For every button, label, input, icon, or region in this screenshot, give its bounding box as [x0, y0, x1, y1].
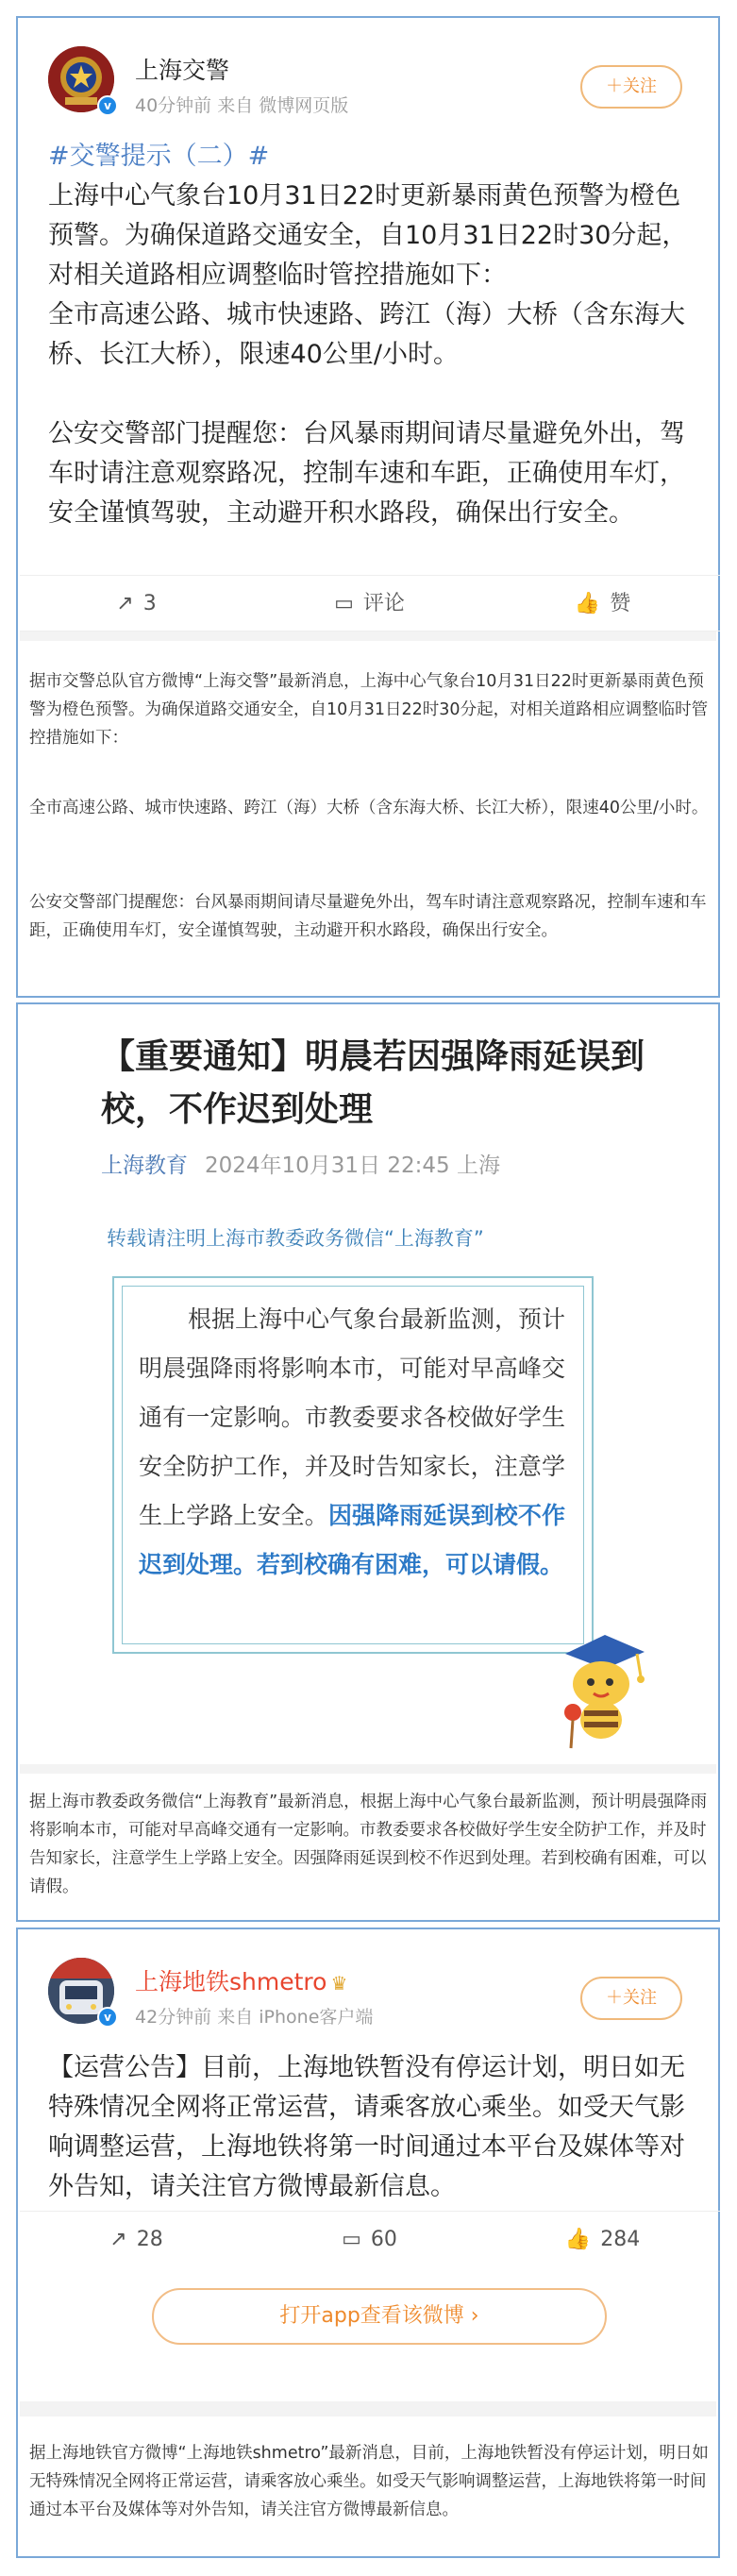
- crown-badge-icon: ♛: [330, 1972, 348, 1995]
- post-body-paragraph-2: 全市高速公路、城市快速路、跨江（海）大桥（含东海大桥、长江大桥），限速40公里/小时。: [48, 300, 685, 369]
- repost-note: 转载请注明上海市教委政务微信“上海教育”: [107, 1227, 484, 1250]
- action-bar: [20, 2211, 720, 2267]
- follow-button[interactable]: [580, 1977, 682, 2020]
- chevron-right-icon: ›: [463, 2304, 479, 2328]
- comment-button[interactable]: [253, 2212, 486, 2268]
- summary-paragraph: 据上海地铁官方微博“上海地铁shmetro”最新消息，目前，上海地铁暂没有停运计划，明日如无特殊情况全网将正常运营，请乘客放心乘坐。如受天气影响调整运营，上海地铁将第一时间通过本平台及媒体等对外告知，请关注官方微博最新信息。: [29, 2444, 709, 2519]
- notice-text: [139, 1295, 565, 1590]
- comment-label: 评论: [362, 592, 405, 615]
- post-body-paragraph-1: 上海中心气象台10月31日22时更新暴雨黄色预警为橙色预警。为确保道路交通安全，自10月31日22时30分起，对相关道路相应调整临时管控措施如下：: [48, 181, 688, 290]
- summary-paragraph: 据上海市教委政务微信“上海教育”最新消息，根据上海中心气象台最新监测，预计明晨强降雨将影响本市，可能对早高峰交通有一定影响。市教委要求各校做好学生安全防护工作，并及时告知家长，注意学生上学路上安全。因强降雨延误到校不作迟到处理。若到校确有困难，可以请假。: [29, 1793, 708, 1896]
- hashtag-link[interactable]: #交警提示（二）#: [48, 142, 270, 171]
- thumbs-up-icon: 👍: [574, 592, 601, 615]
- repost-button[interactable]: [20, 576, 253, 632]
- follow-button[interactable]: [580, 65, 682, 109]
- mascot-icon: [546, 1627, 650, 1750]
- article-source: [101, 1148, 500, 1179]
- like-button[interactable]: [486, 576, 719, 632]
- plus-icon: ＋: [606, 1988, 623, 2008]
- post-card-metro: [16, 1928, 720, 2558]
- weibo-post: [20, 1931, 716, 2403]
- comment-button[interactable]: [253, 576, 486, 632]
- post-body-paragraph-3: 公安交警部门提醒您：台风暴雨期间请尽量避免外出，驾车时请注意观察路况，控制车速和车距，正确使用车灯，安全谨慎驾驶，主动避开积水路段，确保出行安全。: [48, 419, 685, 528]
- comment-count: 60: [370, 2228, 397, 2251]
- follow-label: 关注: [623, 76, 657, 96]
- notice-box: [112, 1276, 594, 1654]
- username-text: 上海地铁shmetro: [135, 1968, 327, 1995]
- verified-badge-icon: v: [97, 2007, 118, 2028]
- post-meta: 40分钟前 来自 微博网页版: [135, 95, 349, 116]
- summary-paragraph-3: 公安交警部门提醒您：台风暴雨期间请尽量避免外出，驾车时请注意观察路况，控制车速和车距，正确使用车灯，安全谨慎驾驶，主动避开积水路段，确保出行安全。: [29, 893, 707, 940]
- repost-count: 3: [142, 592, 157, 615]
- thumbs-up-icon: 👍: [564, 2228, 592, 2251]
- article-datetime: 2024年10月31日 22:45 上海: [205, 1153, 500, 1178]
- post-body: 【运营公告】目前，上海地铁暂没有停运计划，明日如无特殊情况全网将正常运营，请乘客放心乘坐。如受天气影响调整运营，上海地铁将第一时间通过本平台及媒体等对外告知，请关注官方微博最新信息。: [48, 2053, 685, 2201]
- summary-paragraph-1: 据市交警总队官方微博“上海交警”最新消息，上海中心气象台10月31日22时更新暴雨黄色预警为橙色预警。为确保道路交通安全，自10月31日22时30分起，对相关道路相应调整临时管控措施如下：: [29, 672, 709, 748]
- mascot-illustration: [546, 1627, 650, 1750]
- divider: [20, 1764, 716, 1774]
- post-card-education: [16, 1002, 720, 1922]
- share-icon: ↗: [116, 592, 134, 615]
- like-label: 赞: [610, 592, 631, 615]
- open-app-button[interactable]: [152, 2288, 607, 2345]
- username[interactable]: 上海交警: [135, 57, 230, 84]
- open-app-label: 打开app查看该微博: [279, 2304, 464, 2328]
- like-button[interactable]: [486, 2212, 719, 2268]
- follow-label: 关注: [623, 1988, 657, 2008]
- like-count: 284: [600, 2228, 641, 2251]
- notice-body: 根据上海中心气象台最新监测，预计明晨强降雨将影响本市，可能对早高峰交通有一定影响。市教委要求各校做好学生安全防护工作，并及时告知家长，注意学生上学路上安全。: [139, 1305, 566, 1529]
- repost-count: 28: [136, 2228, 163, 2251]
- repost-button[interactable]: [20, 2212, 253, 2268]
- post-card-traffic-police: [16, 16, 720, 998]
- weibo-post: [20, 20, 716, 631]
- comment-icon: ▭: [342, 2228, 361, 2251]
- summary-paragraph-2: 全市高速公路、城市快速路、跨江（海）大桥（含东海大桥、长江大桥），限速40公里/小时。: [29, 799, 709, 817]
- action-bar: [20, 575, 720, 631]
- notice-highlight: 因强降雨延误到校不作迟到处理。若到校确有困难，可以请假。: [139, 1502, 565, 1578]
- comment-icon: ▭: [334, 592, 354, 615]
- account-link[interactable]: 上海教育: [101, 1153, 188, 1178]
- divider: [20, 2401, 716, 2416]
- username[interactable]: [135, 1963, 347, 1997]
- article-title: 【重要通知】明晨若因强降雨延误到校，不作迟到处理: [101, 1037, 645, 1129]
- post-meta: 42分钟前 来自 iPhone客户端: [135, 2007, 374, 2028]
- plus-icon: ＋: [606, 76, 623, 96]
- divider: [20, 631, 716, 641]
- share-icon: ↗: [109, 2228, 127, 2251]
- verified-badge-icon: v: [97, 95, 118, 116]
